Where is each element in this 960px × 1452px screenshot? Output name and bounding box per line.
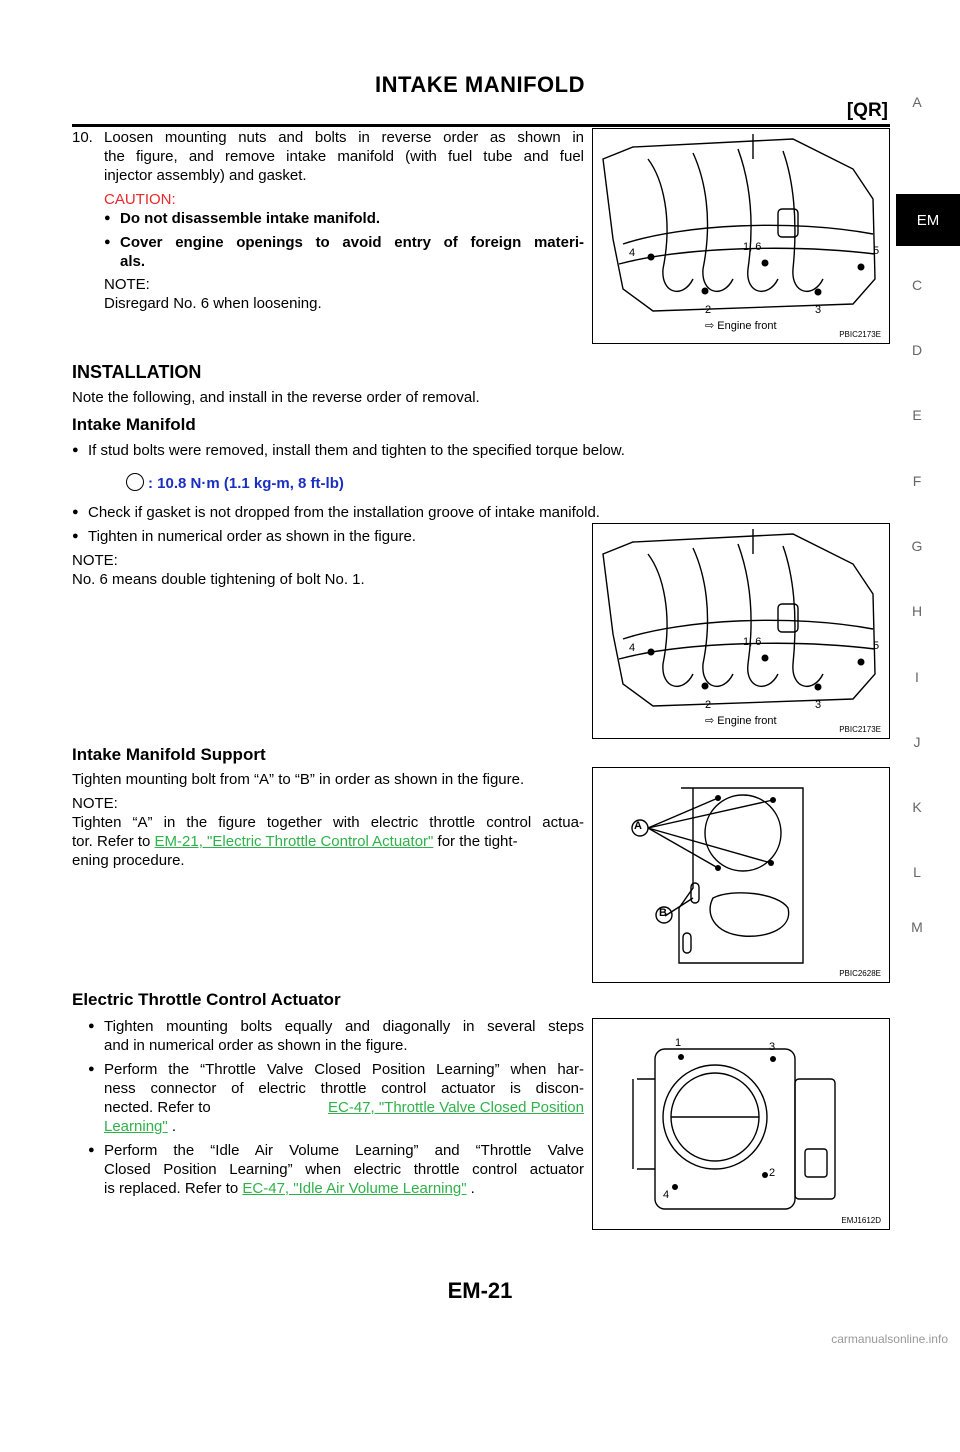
figure-id: EMJ1612D bbox=[841, 1216, 881, 1225]
link-ec-47-throttle[interactable]: EC-47, "Throttle Valve Closed Position bbox=[328, 1099, 584, 1116]
intake-manifold-heading: Intake Manifold bbox=[72, 415, 196, 434]
intake-manifold-illustration bbox=[593, 129, 889, 343]
etca-bullet-2-line3: nected. Refer to EC-47, "Throttle Valve Closed Position bbox=[104, 1099, 584, 1116]
intake-bullet-3: ● Tighten in numerical order as shown in the figure. bbox=[72, 528, 416, 545]
caution-label: CAUTION: bbox=[104, 191, 176, 208]
torque-wrench-icon bbox=[126, 473, 144, 491]
support-heading: Intake Manifold Support bbox=[72, 745, 266, 764]
support-note-line3: ening procedure. bbox=[72, 852, 185, 869]
throttle-body-illustration bbox=[593, 1019, 889, 1229]
intake-note-text: No. 6 means double tightening of bolt No. 1. bbox=[72, 571, 365, 588]
figure-throttle-actuator bbox=[592, 1018, 890, 1230]
etca-heading: Electric Throttle Control Actuator bbox=[72, 990, 341, 1009]
side-index-e[interactable]: E bbox=[912, 407, 922, 423]
page-title: INTAKE MANIFOLD bbox=[375, 72, 585, 97]
bolt-label-3: 3 bbox=[815, 304, 822, 316]
bolt-label-a: A bbox=[634, 820, 642, 832]
caution-item-1: ● Do not disassemble intake manifold. bbox=[104, 210, 381, 227]
intake-bullet-1: ● If stud bolts were removed, install them and tighten to the specified torque below. bbox=[72, 442, 625, 459]
etca-bullet-3-line3: is replaced. Refer to EC-47, "Idle Air Volume Learning" . bbox=[104, 1180, 475, 1197]
engine-front-arrow: ⇨ Engine front bbox=[705, 320, 777, 332]
installation-text: Note the following, and install in the reverse order of removal. bbox=[72, 389, 480, 406]
engine-front-arrow: ⇨ Engine front bbox=[705, 715, 777, 727]
caution-item-2: ● Cover engine openings to avoid entry of foreign materi- bbox=[104, 234, 584, 251]
step-text-line3: injector assembly) and gasket. bbox=[104, 167, 307, 184]
arrow-right-icon: ⇨ bbox=[705, 715, 715, 727]
bolt-label-b: B bbox=[659, 907, 667, 919]
torque-spec: : 10.8 N·m (1.1 kg-m, 8 ft-lb) bbox=[126, 473, 344, 493]
side-index-k[interactable]: K bbox=[912, 799, 922, 815]
side-index-em-tab[interactable]: EM bbox=[896, 194, 960, 246]
side-index-i[interactable]: I bbox=[915, 669, 919, 685]
intake-manifold-illustration-2 bbox=[593, 524, 889, 738]
page-number: EM-21 bbox=[447, 1278, 513, 1303]
side-index-g[interactable]: G bbox=[911, 538, 923, 554]
bolt-label-2: 2 bbox=[769, 1167, 776, 1179]
etca-bullet-1: ● Tighten mounting bolts equally and diagonally in several steps bbox=[88, 1018, 584, 1035]
bolt-label-1-6: 1, 6 bbox=[743, 241, 762, 253]
arrow-right-icon: ⇨ bbox=[705, 320, 715, 332]
engine-code: [QR] bbox=[846, 100, 888, 121]
figure-id: PBIC2628E bbox=[839, 969, 881, 978]
bolt-label-1-6: 1, 6 bbox=[743, 636, 762, 648]
side-index-m[interactable]: M bbox=[911, 919, 923, 935]
link-em-21[interactable]: EM-21, "Electric Throttle Control Actuator" bbox=[154, 833, 434, 850]
step-number: 10. bbox=[72, 129, 93, 146]
step-text-line2: the figure, and remove intake manifold (with fuel tube and fuel bbox=[104, 148, 584, 165]
bolt-label-1: 1 bbox=[675, 1037, 682, 1049]
intake-note-label: NOTE: bbox=[72, 552, 118, 569]
side-index-j[interactable]: J bbox=[913, 734, 921, 750]
support-bracket-illustration bbox=[593, 768, 889, 982]
support-note-line2: tor. Refer to EM-21, "Electric Throttle Control Actuator" for the tight- bbox=[72, 833, 518, 850]
side-index-l[interactable]: L bbox=[913, 864, 921, 880]
figure-intake-manifold-loosen bbox=[592, 128, 890, 344]
support-note-line1: Tighten “A” in the figure together with electric throttle control actua- bbox=[72, 814, 584, 831]
link-ec-47-idle[interactable]: EC-47, "Idle Air Volume Learning" bbox=[242, 1180, 467, 1197]
side-index-h[interactable]: H bbox=[911, 603, 923, 619]
side-index-a[interactable]: A bbox=[912, 94, 922, 110]
support-text: Tighten mounting bolt from “A” to “B” in order as shown in the figure. bbox=[72, 771, 525, 788]
side-index-f[interactable]: F bbox=[912, 473, 922, 489]
bolt-label-4: 4 bbox=[629, 642, 636, 654]
step-text-line1: Loosen mounting nuts and bolts in reverse order as shown in bbox=[104, 129, 584, 146]
etca-bullet-3: ● Perform the “Idle Air Volume Learning” and “Throttle Valve bbox=[88, 1142, 584, 1159]
header-rule bbox=[72, 124, 890, 127]
figure-id: PBIC2173E bbox=[839, 725, 881, 734]
bolt-label-4: 4 bbox=[629, 247, 636, 259]
watermark: carmanualsonline.info bbox=[831, 1332, 948, 1346]
note-text: Disregard No. 6 when loosening. bbox=[104, 295, 322, 312]
etca-bullet-3-line2: Closed Position Learning” when electric throttle control actuator bbox=[104, 1161, 584, 1178]
intake-bullet-2: ● Check if gasket is not dropped from the installation groove of intake manifold. bbox=[72, 504, 600, 521]
bolt-label-2: 2 bbox=[705, 304, 712, 316]
figure-manifold-support bbox=[592, 767, 890, 983]
side-index-d[interactable]: D bbox=[911, 342, 923, 358]
caution-item-2-cont: als. bbox=[120, 253, 146, 270]
link-ec-47-throttle-cont[interactable]: Learning" bbox=[104, 1118, 168, 1135]
etca-bullet-2-line2: ness connector of electric throttle control actuator is discon- bbox=[104, 1080, 584, 1097]
bolt-label-3: 3 bbox=[769, 1041, 776, 1053]
figure-id: PBIC2173E bbox=[839, 330, 881, 339]
installation-heading: INSTALLATION bbox=[72, 362, 202, 382]
etca-bullet-2-line4: Learning" . bbox=[104, 1118, 177, 1135]
etca-bullet-2: ● Perform the “Throttle Valve Closed Position Learning” when har- bbox=[88, 1061, 584, 1078]
note-label: NOTE: bbox=[104, 276, 150, 293]
etca-bullet-1-cont: and in numerical order as shown in the figure. bbox=[104, 1037, 408, 1054]
bolt-label-5: 5 bbox=[873, 245, 880, 257]
bolt-label-4: 4 bbox=[663, 1189, 670, 1201]
figure-intake-manifold-tighten bbox=[592, 523, 890, 739]
side-index-c[interactable]: C bbox=[911, 277, 923, 293]
bolt-label-2: 2 bbox=[705, 699, 712, 711]
bolt-label-5: 5 bbox=[873, 640, 880, 652]
support-note-label: NOTE: bbox=[72, 795, 118, 812]
bolt-label-3: 3 bbox=[815, 699, 822, 711]
